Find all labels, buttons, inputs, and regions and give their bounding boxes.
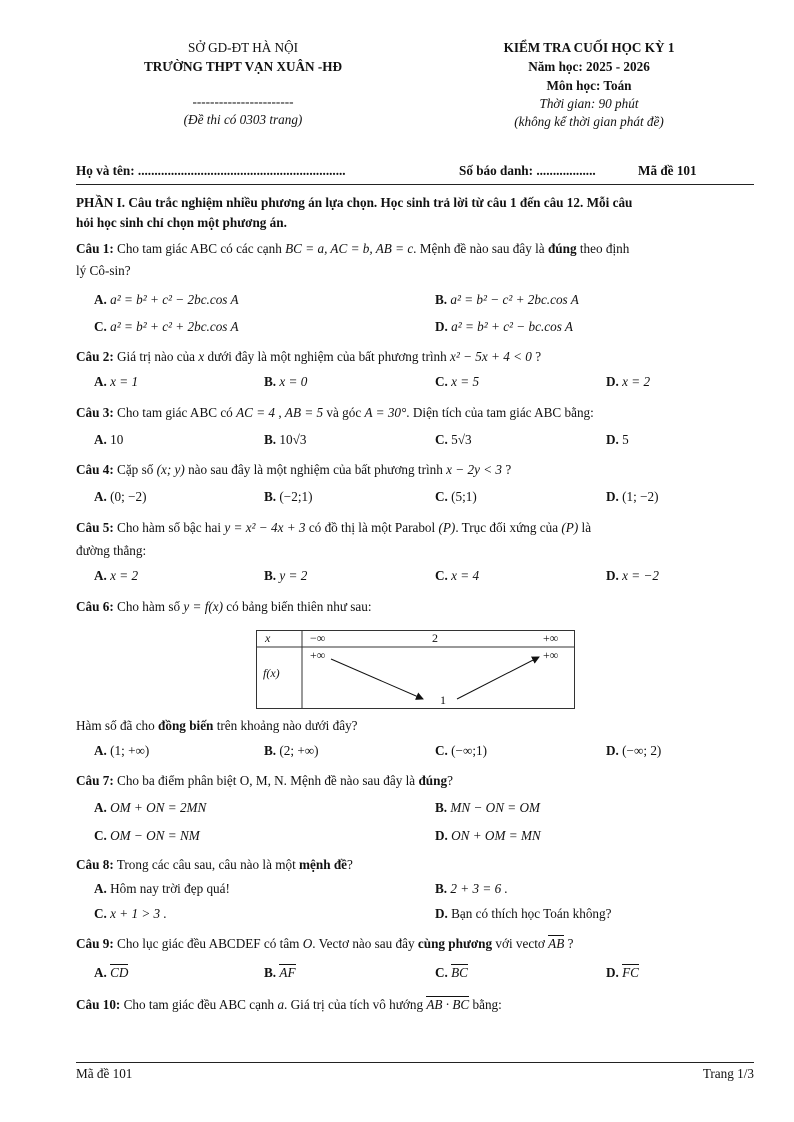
q4-c-text: (5;1) (451, 489, 477, 504)
part1-title-line2: hỏi học sinh chỉ chọn một phương án. (76, 215, 287, 230)
q10-label: Câu 10: (76, 997, 121, 1012)
q7-text: Cho ba điểm phân biệt O, M, N. Mệnh đề nào sau đây là (113, 773, 419, 788)
q5-c-text: x = 4 (451, 568, 480, 583)
q2-b-text: x = 0 (279, 374, 308, 389)
q10-text: Cho tam giác đều ABC cạnh (120, 997, 278, 1012)
q1-c-text: a² = b² + c² + 2bc.cos A (110, 319, 239, 334)
q5-math-2: (P) (438, 520, 456, 535)
q1-a-text: a² = b² + c² − 2bc.cos A (110, 292, 239, 307)
q4-text-c: ? (502, 462, 512, 477)
q1-bold: đúng (547, 241, 577, 256)
vt-f-min: 1 (440, 693, 446, 707)
q7-bold: đúng (418, 773, 448, 788)
q10-text-b: . Giá trị của tích vô hướng (284, 997, 427, 1012)
header-left (130, 38, 356, 130)
q8-option-b[interactable]: B. 2 + 3 = 6 . (435, 881, 508, 896)
q3-d-text: 5 (622, 432, 629, 447)
q9-text-b: . Vectơ nào sau đây (312, 936, 418, 951)
q2-option-d[interactable]: D. x = 2 (606, 374, 651, 389)
q4-b-text: (−2;1) (279, 489, 313, 504)
duration-note: (không kể thời gian phát đề) (514, 114, 664, 129)
q9-text-c: với vectơ (492, 936, 549, 951)
q7-text-b: ? (447, 773, 453, 788)
q9-text: Cho lục giác đều ABCDEF có tâm (113, 936, 303, 951)
decreasing-arrow (331, 659, 423, 699)
q6-option-b[interactable]: B. (2; +∞) (264, 743, 319, 758)
q2-option-a[interactable]: A. x = 1 (94, 374, 139, 389)
vt-x-mid: 2 (432, 631, 438, 645)
q2-text-c: ? (531, 349, 542, 364)
q7-label: Câu 7: (76, 773, 114, 788)
q5-option-c[interactable]: C. x = 4 (435, 568, 480, 583)
q6-option-d[interactable]: D. (−∞; 2) (606, 743, 662, 758)
q2-math: x² − 5x + 4 < 0 (449, 349, 532, 364)
q5-a-text: x = 2 (110, 568, 139, 583)
subject: Môn học: Toán (546, 78, 632, 93)
q5-option-b[interactable]: B. y = 2 (264, 568, 308, 583)
dept-name: SỞ GD-ĐT HÀ NỘI (187, 40, 298, 55)
q5-text-line2: đường thẳng: (76, 543, 147, 558)
q8-text: Trong các câu sau, câu nào là một (113, 857, 300, 872)
question-10 (76, 997, 502, 1013)
q1-option-b[interactable]: B. a² = b² − c² + 2bc.cos A (435, 292, 579, 307)
q7-option-b[interactable]: B. MN − ON = OM (435, 800, 540, 815)
part1-title-line1: PHẦN I. Câu trắc nghiệm nhiều phương án lựa chọn. Học sinh trả lời từ câu 1 đến câu 12. Mỗi câu (76, 195, 633, 210)
q5-text-c: . Trục đối xứng của (455, 520, 562, 535)
q10-math-2: AB · BC (426, 997, 470, 1012)
q4-text: Cặp số (113, 462, 157, 477)
q9-option-a[interactable]: A. CD (94, 965, 129, 980)
q1-b-text: a² = b² − c² + 2bc.cos A (450, 292, 579, 307)
q5-text-b: có đồ thị là một Parabol (305, 520, 439, 535)
q6-follow-bold: đồng biến (158, 718, 214, 733)
q6-label: Câu 6: (76, 599, 114, 614)
q6-text: Cho hàm số (113, 599, 184, 614)
q4-option-b[interactable]: B. (−2;1) (264, 489, 313, 504)
q10-math-1: a (277, 997, 285, 1012)
question-8 (76, 857, 353, 873)
q6-b-text: (2; +∞) (279, 743, 319, 758)
q2-label: Câu 2: (76, 349, 114, 364)
q5-option-d[interactable]: D. x = −2 (606, 568, 659, 583)
q9-option-d[interactable]: D. FC (606, 965, 639, 980)
q5-b-text: y = 2 (279, 568, 308, 583)
q1-d-text: a² = b² + c² − bc.cos A (451, 319, 573, 334)
q3-a-text: 10 (110, 432, 124, 447)
school-name: TRƯỜNG THPT VẠN XUÂN -HĐ (143, 59, 343, 74)
q5-math-1: y = x² − 4x + 3 (224, 520, 306, 535)
q3-option-c[interactable]: C. 5√3 (435, 432, 472, 447)
q7-a-text: OM + ON = 2MN (110, 800, 207, 815)
q3-text-b: và góc (323, 405, 365, 420)
q4-option-d[interactable]: D. (1; −2) (606, 489, 659, 504)
q9-math-2: AB (548, 936, 565, 951)
q2-var: x (198, 349, 205, 364)
variation-table-lines (257, 631, 574, 708)
q10-text-c: bằng: (469, 997, 502, 1012)
vt-f-right: +∞ (543, 648, 559, 662)
q6-c-text: (−∞;1) (451, 743, 488, 758)
q3-text: Cho tam giác ABC có (113, 405, 237, 420)
header-right (458, 38, 720, 131)
q3-label: Câu 3: (76, 405, 114, 420)
vt-x-neg-inf: −∞ (310, 631, 326, 645)
q8-c-text: x + 1 > 3 . (110, 906, 167, 921)
q2-d-text: x = 2 (622, 374, 651, 389)
q3-sep: , (275, 405, 285, 420)
student-id-field[interactable]: Số báo danh: .................. (459, 163, 596, 178)
q3-math-3: A = 30° (364, 405, 407, 420)
q1-option-d[interactable]: D. a² = b² + c² − bc.cos A (435, 319, 573, 334)
q9-label: Câu 9: (76, 936, 114, 951)
q1-text-b: . Mệnh đề nào sau đây là (413, 241, 548, 256)
q3-option-d[interactable]: D. 5 (606, 432, 629, 447)
q4-option-c[interactable]: C. (5;1) (435, 489, 477, 504)
vt-x-label: x (265, 631, 271, 645)
q9-bold: cùng phương (417, 936, 493, 951)
q7-d-text: ON + OM = MN (451, 828, 541, 843)
q1-text-c: theo định (576, 241, 630, 256)
q4-math-2: x − 2y < 3 (446, 462, 503, 477)
vt-f-left: +∞ (310, 648, 326, 662)
q6-follow-text (76, 718, 358, 734)
q1-text-line2: lý Cô-sin? (76, 263, 131, 278)
q5-option-a[interactable]: A. x = 2 (94, 568, 139, 583)
page-count-note: (Đề thi có 0303 trang) (183, 112, 303, 127)
question-5 (76, 520, 591, 536)
q4-math-1: (x; y) (156, 462, 185, 477)
q9-option-b[interactable]: B. AF (264, 965, 296, 980)
q3-c-text: 5√3 (451, 432, 472, 447)
q1-label: Câu 1: (76, 241, 114, 256)
q3-text-c: . Diện tích của tam giác ABC bằng: (406, 405, 594, 420)
q6-math-1: y = f(x) (183, 599, 223, 614)
vt-fx-label: f(x) (263, 666, 280, 680)
q8-option-d[interactable]: D. Bạn có thích học Toán không? (435, 906, 612, 921)
q5-text-d: là (578, 520, 592, 535)
q3-option-a[interactable]: A. 10 (94, 432, 124, 447)
school-year: Năm học: 2025 - 2026 (528, 59, 650, 74)
q6-d-text: (−∞; 2) (622, 743, 662, 758)
q4-a-text: (0; −2) (110, 489, 147, 504)
header-divider (76, 184, 754, 185)
q4-d-text: (1; −2) (622, 489, 659, 504)
duration: Thời gian: 90 phút (539, 96, 639, 111)
q3-b-text: 10√3 (279, 432, 307, 447)
q5-d-text: x = −2 (622, 568, 659, 583)
q9-a-text: CD (110, 965, 129, 980)
q6-follow-b: trên khoảng nào dưới đây? (213, 718, 358, 733)
q7-option-d[interactable]: D. ON + OM = MN (435, 828, 541, 843)
q8-d-text: Bạn có thích học Toán không? (451, 906, 612, 921)
vt-x-pos-inf: +∞ (543, 631, 559, 645)
increasing-arrow (457, 657, 539, 699)
question-9 (76, 936, 573, 952)
q6-option-a[interactable]: A. (1; +∞) (94, 743, 150, 758)
q8-b-text: 2 + 3 = 6 . (450, 881, 508, 896)
q1-math: BC = a, AC = b, AB = c (285, 241, 414, 256)
q4-label: Câu 4: (76, 462, 114, 477)
q7-option-a[interactable]: A. OM + ON = 2MN (94, 800, 207, 815)
q6-text-b: có bảng biến thiên như sau: (223, 599, 372, 614)
footer-divider (76, 1062, 754, 1063)
q7-option-c[interactable]: C. OM − ON = NM (94, 828, 200, 843)
q5-math-3: (P) (561, 520, 579, 535)
q4-text-b: nào sau đây là một nghiệm của bất phương trình (184, 462, 447, 477)
q9-math-1: O (302, 936, 313, 951)
q9-text-d: ? (564, 936, 574, 951)
q2-option-c[interactable]: C. x = 5 (435, 374, 480, 389)
q7-c-text: OM − ON = NM (110, 828, 200, 843)
q7-b-text: MN − ON = OM (450, 800, 540, 815)
student-name-field[interactable]: Họ và tên: ............................................................... (76, 163, 346, 178)
exam-title: KIỂM TRA CUỐI HỌC KỲ 1 (503, 40, 675, 55)
q9-d-text: FC (622, 965, 639, 980)
q3-math-2: AB = 5 (284, 405, 324, 420)
footer-exam-code: Mã đề 101 (76, 1066, 133, 1081)
q6-follow-a: Hàm số đã cho (76, 718, 159, 733)
q8-option-c[interactable]: C. x + 1 > 3 . (94, 906, 167, 921)
q9-b-text: AF (279, 965, 296, 980)
q2-option-b[interactable]: B. x = 0 (264, 374, 308, 389)
q8-option-a[interactable]: A. Hôm nay trời đẹp quá! (94, 881, 230, 896)
q6-a-text: (1; +∞) (110, 743, 150, 758)
q8-a-text: Hôm nay trời đẹp quá! (110, 881, 230, 896)
part1-title (76, 193, 756, 233)
q1-option-a[interactable]: A. a² = b² + c² − 2bc.cos A (94, 292, 239, 307)
q2-text: Giá trị nào của (113, 349, 199, 364)
variation-table (256, 630, 575, 709)
q8-text-b: ? (347, 857, 353, 872)
q6-option-c[interactable]: C. (−∞;1) (435, 743, 488, 758)
question-6 (76, 599, 372, 615)
q2-text-b: dưới đây là một nghiệm của bất phương trình (204, 349, 450, 364)
q8-bold: mệnh đề (299, 857, 348, 872)
question-4 (76, 462, 511, 478)
q5-text: Cho hàm số bậc hai (113, 520, 225, 535)
q9-option-c[interactable]: C. BC (435, 965, 468, 980)
question-7 (76, 773, 453, 789)
exam-code: Mã đề 101 (638, 163, 697, 178)
q8-label: Câu 8: (76, 857, 114, 872)
q3-option-b[interactable]: B. 10√3 (264, 432, 307, 447)
question-2 (76, 349, 541, 365)
q2-c-text: x = 5 (451, 374, 480, 389)
q1-option-c[interactable]: C. a² = b² + c² + 2bc.cos A (94, 319, 239, 334)
header-dashes: ----------------------- (192, 94, 294, 109)
question-3 (76, 405, 594, 421)
q5-label: Câu 5: (76, 520, 114, 535)
q4-option-a[interactable]: A. (0; −2) (94, 489, 147, 504)
footer-page-number: Trang 1/3 (702, 1066, 754, 1081)
q9-c-text: BC (451, 965, 468, 980)
question-1 (76, 241, 629, 257)
q3-math-1: AC = 4 (236, 405, 276, 420)
q1-text: Cho tam giác ABC có các cạnh (113, 241, 286, 256)
q2-a-text: x = 1 (110, 374, 139, 389)
